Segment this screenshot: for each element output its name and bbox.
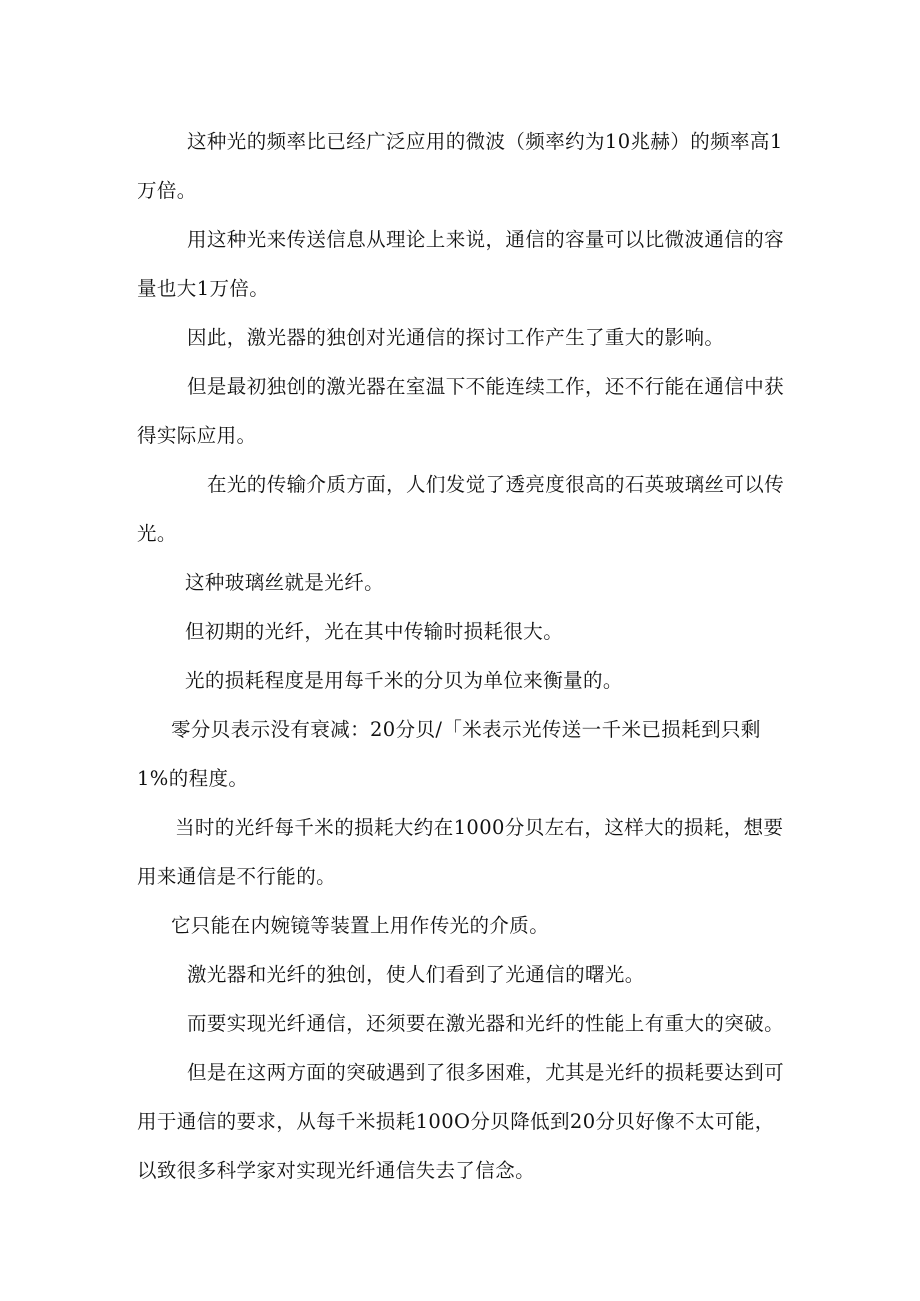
paragraph-9: 零分贝表示没有衰减：20分贝/「米表示光传送一千米已损耗到只剩1%的程度。 [137,718,761,790]
paragraph-5: 在光的传输介质方面，人们发觉了透亮度很高的石英玻璃丝可以传光。 [137,473,785,545]
paragraph-3: 因此，激光器的独创对光通信的探讨工作产生了重大的影响。 [187,326,725,349]
paragraph-13: 而要实现光纤通信，还须要在激光器和光纤的性能上有重大的突破。 [187,1012,785,1035]
paragraph-8: 光的损耗程度是用每千米的分贝为单位来衡量的。 [185,669,623,692]
paragraph-12: 激光器和光纤的独创，使人们看到了光通信的曙光。 [187,963,645,986]
paragraph-7: 但初期的光纤，光在其中传输时损耗很大。 [185,620,564,643]
paragraph-6: 这种玻璃丝就是光纤。 [185,571,385,594]
paragraph-1: 这种光的频率比已经广泛应用的微波（频率约为10兆赫）的频率高1万倍。 [137,130,783,202]
paragraph-14: 但是在这两方面的突破遇到了很多困难，尤其是光纤的损耗要达到可用于通信的要求，从每千米损耗100O分贝降低到20分贝好像不太可能，以致很多科学家对实现光纤通信失去了信念。 [137,1061,785,1182]
paragraph-11: 它只能在内婉镜等装置上用作传光的介质。 [171,914,550,937]
paragraph-2: 用这种光来传送信息从理论上来说，通信的容量可以比微波通信的容量也大1万倍。 [137,228,785,300]
paragraph-10: 当时的光纤每千米的损耗大约在1000分贝左右，这样大的损耗，想要用来通信是不行能的。 [137,816,784,888]
paragraph-4: 但是最初独创的激光器在室温下不能连续工作，还不行能在通信中获得实际应用。 [137,375,785,447]
